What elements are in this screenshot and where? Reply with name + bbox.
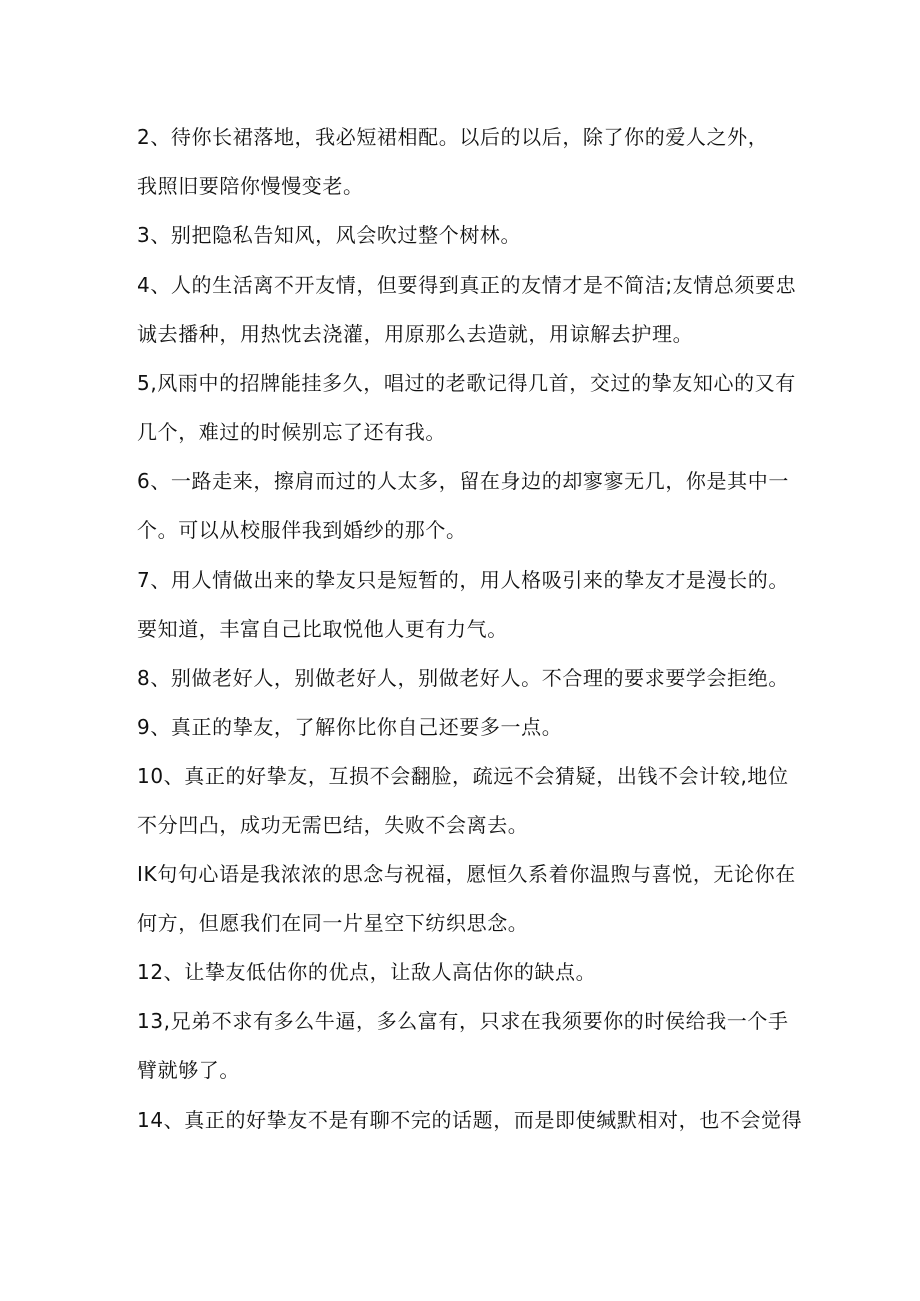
text-line: 我照旧要陪你慢慢变老。	[137, 174, 364, 198]
text-line: 10、真正的好挚友，互损不会翻脸，疏远不会猜疑，出钱不会计较,地位	[137, 764, 789, 788]
text-line: 12、让挚友低估你的优点，让敌人高估你的缺点。	[137, 960, 597, 984]
text-line: 何方，但愿我们在同一片星空下纺织思念。	[137, 911, 529, 935]
text-line: 臂就够了。	[137, 1058, 240, 1082]
text-line: 3、别把隐私告知风，风会吹过整个树林。	[137, 223, 522, 247]
text-line: 6、一路走来，擦肩而过的人太多，留在身边的却寥寥无几，你是其中一	[137, 469, 789, 493]
text-line: 5,风雨中的招牌能挂多久，唱过的老歌记得几首，交过的挚友知心的又有	[137, 371, 796, 395]
text-line: 要知道，丰富自己比取悦他人更有力气。	[137, 617, 508, 641]
text-line: 4、人的生活离不开友情，但要得到真正的友情才是不简洁;友情总须要忠	[137, 273, 797, 297]
text-line: 诚去播种，用热忱去浇灌，用原那么去造就，用谅解去护理。	[137, 322, 694, 346]
text-line: 个。可以从校服伴我到婚纱的那个。	[137, 518, 467, 542]
text-line: 9、真正的挚友，了解你比你自己还要多一点。	[137, 715, 563, 739]
text-line: 不分凹凸，成功无需巴结，失败不会离去。	[137, 813, 529, 837]
text-line: 13,兄弟不求有多么牛逼，多么富有，只求在我须要你的时侯给我一个手	[137, 1009, 789, 1033]
text-line: 14、真正的好挚友不是有聊不完的话题，而是即使缄默相对，也不会觉得	[137, 1108, 803, 1132]
text-line: 7、用人情做出来的挚友只是短暂的，用人格吸引来的挚友才是漫长的。	[137, 568, 789, 592]
text-line: 8、别做老好人，别做老好人，别做老好人。不合理的要求要学会拒绝。	[137, 666, 789, 690]
text-line: 几个，难过的时候别忘了还有我。	[137, 420, 446, 444]
text-line: IK句句心语是我浓浓的思念与祝福，愿恒久系着你温煦与喜悦，无论你在	[137, 862, 796, 886]
text-line: 2、待你长裙落地，我必短裙相配。以后的以后，除了你的爱人之外，	[137, 125, 769, 149]
